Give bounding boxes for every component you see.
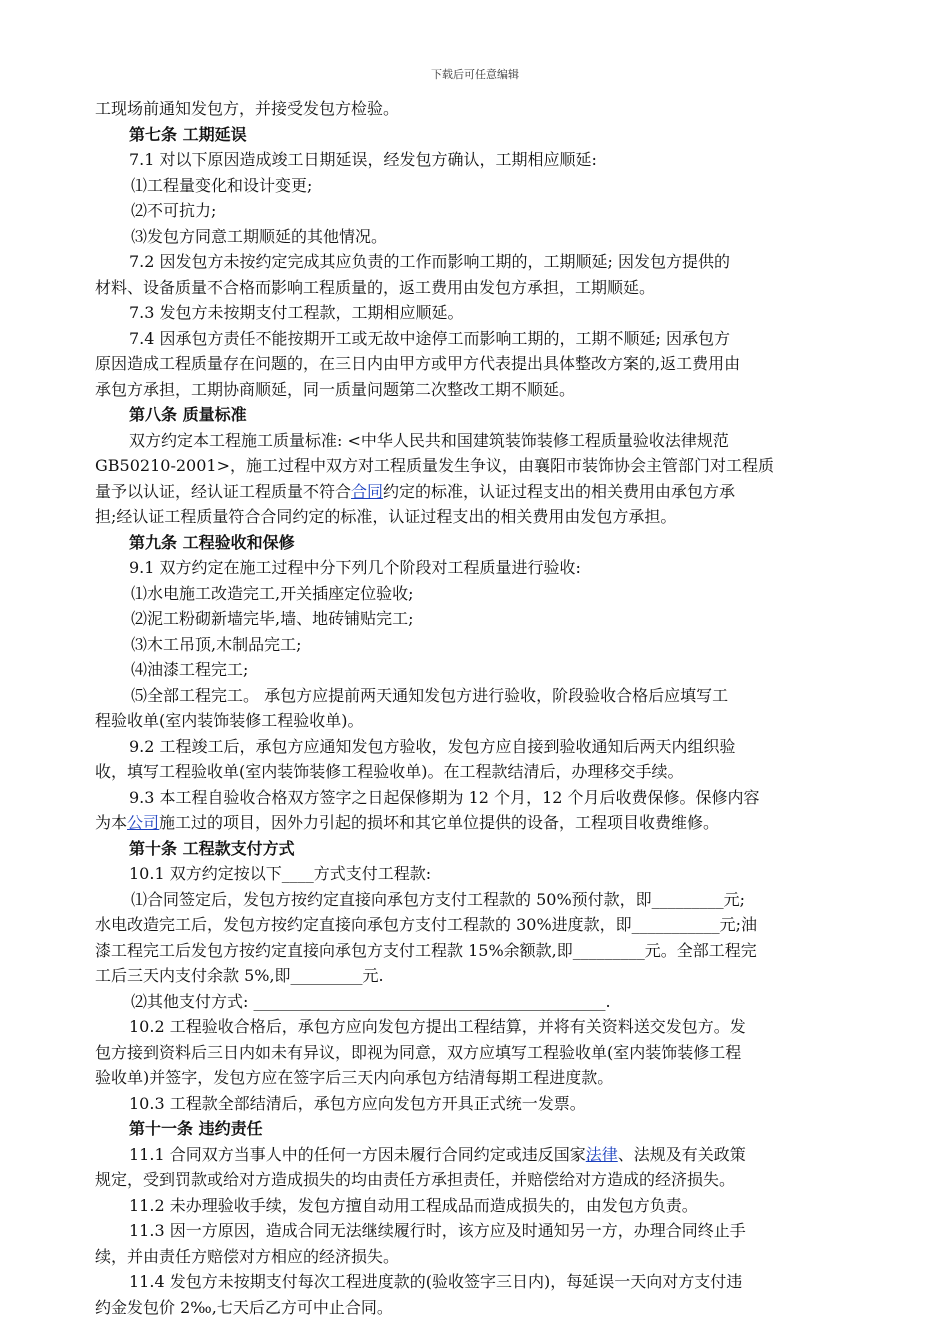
text-line [95, 938, 875, 964]
text-line [95, 351, 875, 377]
article-heading [95, 402, 875, 428]
text-span: 原因造成工程质量存在问题的，在三日内由甲方或甲方代表提出具体整改方案的,返工费用由 [95, 354, 741, 373]
text-span: 包方接到资料后三日内如未有异议，即视为同意，双方应填写工程验收单(室内装饰装修工程 [95, 1042, 742, 1062]
text-span: ⑸全部工程完工。 承包方应提前两天通知发包方进行验收，阶段验收合格后应填写工 [131, 685, 729, 705]
text-span: 漆工程完工后发包方按约定直接向承包方支付工程款 15%余额款,即_________元。全部工程完 [95, 940, 757, 960]
text-span: GB50210-2001>，施工过程中双方对工程质量发生争议，由襄阳市装饰协会主管部门对工程质 [95, 456, 774, 475]
text-span: ⑵不可抗力; [131, 201, 217, 220]
article-heading [95, 836, 875, 862]
text-line [95, 683, 875, 709]
text-span: 第十一条 违约责任 [129, 1119, 263, 1138]
text-line [95, 479, 875, 505]
article-heading [95, 122, 875, 148]
text-line [95, 632, 875, 658]
text-span: ⑴合同签定后，发包方按约定直接向承包方支付工程款的 50%预付款，即_________元; [131, 889, 746, 909]
text-span: ⑴工程量变化和设计变更; [131, 175, 313, 195]
text-span: 9.2 工程竣工后，承包方应通知发包方验收，发包方应自接到验收通知后两天内组织验 [129, 736, 736, 756]
hyperlink[interactable]: 合同 [351, 481, 384, 501]
text-line [95, 1040, 875, 1066]
text-line [95, 1014, 875, 1040]
text-span: 10.1 双方约定按以下____方式支付工程款: [129, 864, 432, 883]
text-line [95, 887, 875, 913]
text-line [95, 504, 875, 530]
text-span: 9.3 本工程自验收合格双方签字之日起保修期为 12 个月，12 个月后收费保修。保修内容 [129, 787, 760, 807]
text-span: 承包方承担，工期协商顺延，同一质量问题第二次整改工期不顺延。 [95, 379, 576, 399]
text-span: 工后三天内支付余款 5%,即_________元. [95, 966, 384, 985]
text-span: 7.1 对以下原因造成竣工日期延误，经发包方确认，工期相应顺延: [129, 150, 597, 169]
text-span: 规定，受到罚款或给对方造成损失的均由责任方承担责任，并赔偿给对方造成的经济损失。 [95, 1170, 736, 1189]
text-span: 第十条 工程款支付方式 [129, 838, 295, 858]
text-span: 11.2 未办理验收手续，发包方擅自动用工程成品而造成损失的，由发包方负责。 [129, 1195, 698, 1215]
text-span: ⑴水电施工改造完工,开关插座定位验收; [131, 583, 414, 603]
text-span: 量予以认证，经认证工程质量不符合 [95, 481, 352, 501]
text-span: 续，并由责任方赔偿对方相应的经济损失。 [95, 1246, 400, 1266]
text-span: 第九条 工程验收和保修 [129, 532, 295, 552]
text-line [95, 1295, 875, 1321]
text-span: ⑶木工吊顶,木制品完工; [131, 634, 302, 654]
text-span: 水电改造完工后，发包方按约定直接向承包方支付工程款的 30%进度款，即___________元;油 [95, 915, 758, 934]
text-line [95, 300, 875, 326]
text-span: 约金发包价 2‰,七天后乙方可中止合同。 [95, 1297, 393, 1317]
contract-body [95, 96, 875, 1320]
text-line [95, 810, 875, 836]
text-line [95, 224, 875, 250]
text-span: 施工过的项目，因外力引起的损坏和其它单位提供的设备，工程项目收费维修。 [159, 813, 720, 832]
text-span: 工现场前通知发包方，并接受发包方检验。 [95, 99, 400, 118]
hyperlink[interactable]: 法律 [585, 1144, 618, 1164]
text-span: 10.3 工程款全部结清后，承包方应向发包方开具正式统一发票。 [129, 1093, 586, 1113]
text-span: 程验收单(室内装饰装修工程验收单)。 [95, 711, 364, 730]
text-span: 担;经认证工程质量符合合同约定的标准，认证过程支出的相关费用由发包方承担。 [95, 507, 677, 526]
text-span: 7.4 因承包方责任不能按期开工或无故中途停工而影响工期的，工期不顺延; 因承包方 [129, 328, 731, 348]
text-span: ⑷油漆工程完工; [131, 660, 249, 679]
text-line [95, 1244, 875, 1270]
text-line [95, 377, 875, 403]
text-span: 11.1 合同双方当事人中的任何一方因未履行合同约定或违反国家 [129, 1144, 586, 1164]
text-span: 验收单)并签字，发包方应在签字后三天内向承包方结清每期工程进度款。 [95, 1068, 614, 1087]
text-line [95, 173, 875, 199]
text-line [95, 96, 875, 122]
text-span: ⑵其他支付方式: ____________________________________________. [131, 991, 611, 1011]
text-line [95, 1091, 875, 1117]
text-span: 第七条 工期延误 [129, 124, 247, 144]
text-span: 9.1 双方约定在施工过程中分下列几个阶段对工程质量进行验收: [129, 558, 581, 577]
text-line [95, 581, 875, 607]
text-span: 11.4 发包方未按期支付每次工程进度款的(验收签字三日内)，每延误一天向对方支付违 [129, 1272, 743, 1291]
text-line [95, 1218, 875, 1244]
text-line [95, 147, 875, 173]
text-line [95, 963, 875, 989]
text-span: 11.3 因一方原因，造成合同无法继续履行时，该方应及时通知另一方，办理合同终止手 [129, 1221, 746, 1240]
text-span: 10.2 工程验收合格后，承包方应向发包方提出工程结算，并将有关资料送交发包方。发 [129, 1017, 746, 1036]
text-line [95, 708, 875, 734]
text-line [95, 249, 875, 275]
article-heading [95, 530, 875, 556]
hyperlink[interactable]: 公司 [127, 813, 160, 832]
text-span: ⑵泥工粉砌新墙完毕,墙、地砖铺贴完工; [131, 609, 414, 628]
text-line [95, 785, 875, 811]
text-span: ⑶发包方同意工期顺延的其他情况。 [131, 226, 388, 246]
text-line [95, 657, 875, 683]
text-span: 约定的标准，认证过程支出的相关费用由承包方承 [383, 481, 736, 501]
text-line [95, 759, 875, 785]
text-span: 、法规及有关政策 [617, 1144, 746, 1164]
text-line [95, 1142, 875, 1168]
text-line [95, 1167, 875, 1193]
text-line [95, 198, 875, 224]
text-line [95, 326, 875, 352]
text-span: 7.3 发包方未按期支付工程款，工期相应顺延。 [129, 303, 464, 322]
text-span: 收，填写工程验收单(室内装饰装修工程验收单)。在工程款结清后，办理移交手续。 [95, 762, 684, 781]
text-line [95, 606, 875, 632]
text-line [95, 555, 875, 581]
article-heading [95, 1116, 875, 1142]
text-line [95, 275, 875, 301]
text-span: 7.2 因发包方未按约定完成其应负责的工作而影响工期的，工期顺延; 因发包方提供的 [129, 252, 731, 271]
header-watermark: 下载后可任意编辑 [431, 68, 519, 81]
text-line [95, 1065, 875, 1091]
text-span: 双方约定本工程施工质量标准: <中华人民共和国建筑装饰装修工程质量验收法律规范 [129, 430, 729, 450]
text-span: 第八条 质量标准 [129, 405, 247, 424]
text-line [95, 428, 875, 454]
text-line [95, 734, 875, 760]
text-line [95, 861, 875, 887]
text-span: 材料、设备质量不合格而影响工程质量的，返工费用由发包方承担，工期顺延。 [95, 277, 656, 297]
text-span: 为本 [95, 813, 128, 832]
text-line [95, 912, 875, 938]
text-line [95, 1193, 875, 1219]
text-line [95, 453, 875, 479]
text-line [95, 989, 875, 1015]
text-line [95, 1269, 875, 1295]
